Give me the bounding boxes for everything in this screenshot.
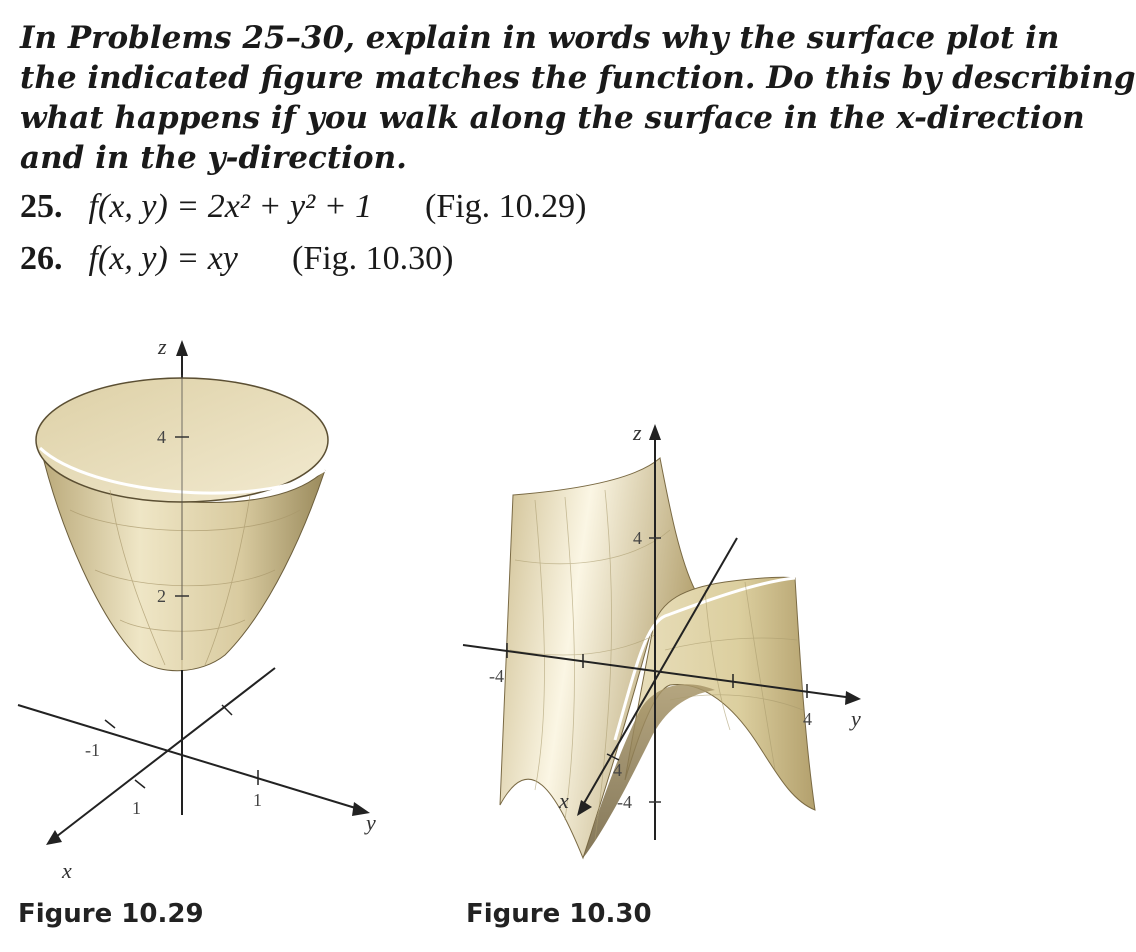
x-tick-label-1: 1 bbox=[132, 798, 141, 818]
y-axis-label: y bbox=[851, 706, 861, 731]
figure-10-30-plot bbox=[455, 410, 875, 890]
problem-26 bbox=[20, 240, 454, 278]
problem-function: f(x, y) = xy bbox=[88, 240, 238, 277]
z-axis-arrow bbox=[649, 424, 661, 440]
x-tick bbox=[105, 720, 115, 728]
z-tick-label-4: 4 bbox=[633, 528, 642, 548]
problem-number: 25. bbox=[20, 188, 63, 225]
x-tick bbox=[222, 705, 232, 715]
figure-10-29-plot bbox=[0, 330, 400, 890]
instructions-line-2: the indicated figure matches the function. Do this by describing bbox=[20, 60, 1136, 96]
figure-10-29-caption: Figure 10.29 bbox=[18, 899, 204, 929]
x-axis-label: x bbox=[559, 788, 569, 813]
instructions-line-3: what happens if you walk along the surface in the x-direction bbox=[20, 100, 1085, 136]
problem-instructions bbox=[20, 18, 1136, 178]
z-axis-arrow bbox=[176, 340, 188, 356]
problem-figure-ref: (Fig. 10.29) bbox=[425, 188, 587, 225]
instructions-line-1: In Problems 25–30, explain in words why the surface plot in bbox=[20, 20, 1060, 56]
z-tick-label-neg4: -4 bbox=[617, 792, 632, 812]
x-tick-label-neg1: -1 bbox=[85, 740, 100, 760]
instructions-line-4: and in the y-direction. bbox=[20, 140, 407, 176]
figure-10-30-caption: Figure 10.30 bbox=[466, 899, 652, 929]
y-tick-label-4: 4 bbox=[803, 709, 812, 729]
problem-25 bbox=[20, 188, 587, 226]
y-tick-label-neg4: -4 bbox=[489, 666, 504, 686]
y-axis bbox=[18, 705, 362, 810]
z-axis-label: z bbox=[158, 334, 167, 359]
x-axis-arrow bbox=[46, 830, 62, 845]
y-axis-label: y bbox=[366, 810, 376, 835]
problem-function: f(x, y) = 2x² + y² + 1 bbox=[88, 188, 373, 225]
y-tick-label-1: 1 bbox=[253, 790, 262, 810]
z-tick-label-2: 2 bbox=[157, 586, 166, 606]
y-axis-arrow bbox=[845, 691, 861, 705]
x-axis-label: x bbox=[62, 858, 72, 883]
x-tick-label-4: 4 bbox=[613, 760, 622, 780]
problem-number: 26. bbox=[20, 240, 63, 277]
z-axis-label: z bbox=[633, 420, 642, 445]
x-tick bbox=[135, 780, 145, 788]
z-tick-label-4: 4 bbox=[157, 427, 166, 447]
problem-figure-ref: (Fig. 10.30) bbox=[292, 240, 454, 277]
